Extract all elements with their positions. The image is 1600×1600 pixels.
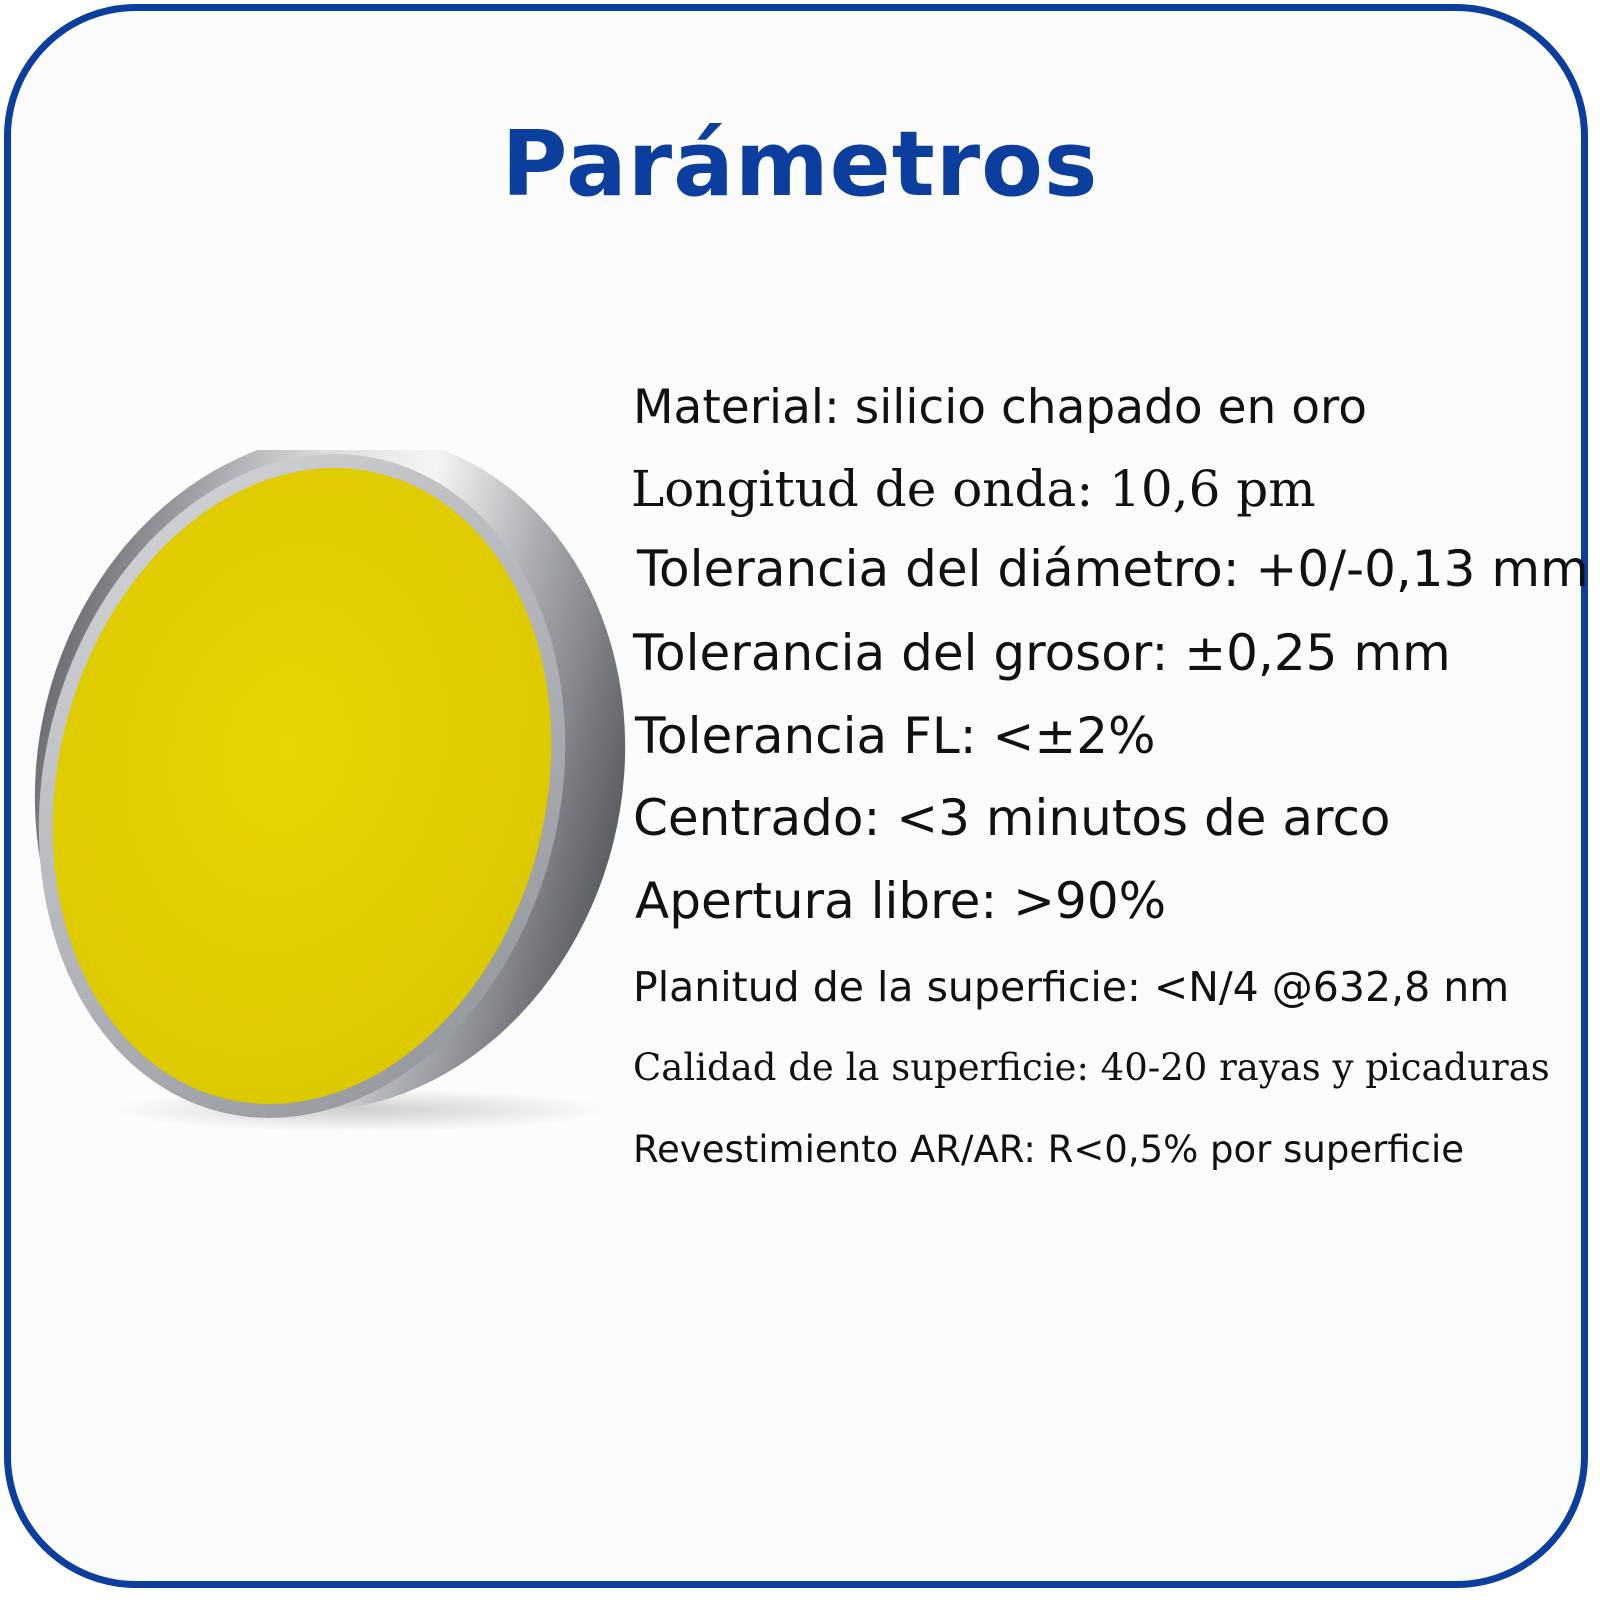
gold-plated-silicon-mirror-icon [30,450,630,1170]
spec-wavelength: Longitud de onda: 10,6 pm [631,460,1316,518]
spec-clear-aperture: Apertura libre: >90% [635,872,1167,930]
spec-thickness-tolerance: Tolerancia del grosor: ±0,25 mm [633,624,1451,682]
spec-surface-quality: Calidad de la superficie: 40-20 rayas y picaduras [633,1046,1550,1089]
page-title: Parámetros [501,112,1099,217]
lens-image [30,450,630,1170]
spec-centering: Centrado: <3 minutos de arco [633,789,1391,847]
spec-material: Material: silicio chapado en oro [633,380,1368,435]
spec-diameter-tolerance: Tolerancia del diámetro: +0/-0,13 mm [637,540,1589,598]
spec-coating: Revestimiento AR/AR: R<0,5% por superficie [633,1128,1465,1171]
spec-surface-flatness: Planitud de la superficie: <N/4 @632,8 nm [633,963,1510,1011]
spec-fl-tolerance: Tolerancia FL: <±2% [635,707,1156,765]
